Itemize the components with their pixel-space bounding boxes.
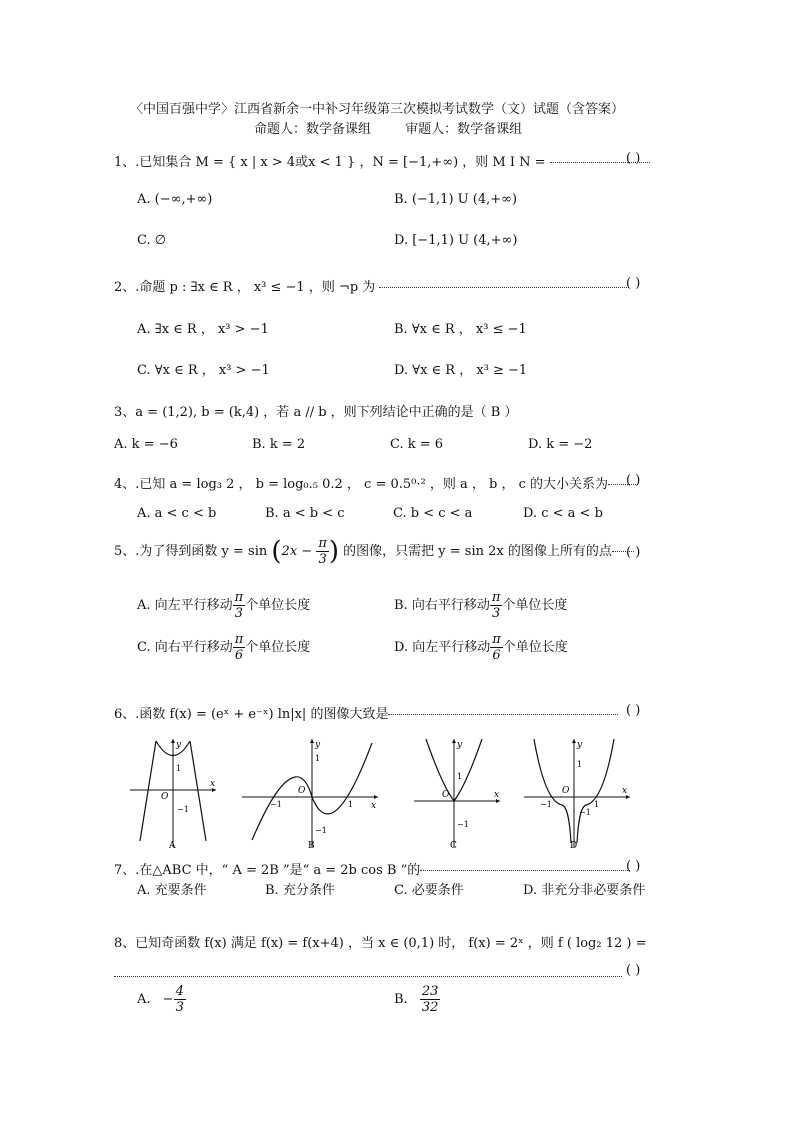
dotted-leader xyxy=(420,870,630,871)
svg-text:x: x xyxy=(494,790,500,800)
svg-text:1: 1 xyxy=(457,772,463,781)
svg-text:x: x xyxy=(210,779,216,789)
question-number: 5、 xyxy=(114,544,136,559)
fraction-pi-over-3: $\frac{\pi}{3}$ xyxy=(234,590,244,621)
svg-text:y: y xyxy=(577,740,583,750)
svg-text:O: O xyxy=(562,786,570,796)
dotted-leader xyxy=(379,287,629,288)
svg-text:−1: −1 xyxy=(540,800,552,809)
fraction-4-over-3: $\frac{4}{3}$ xyxy=(175,984,184,1015)
question-8 xyxy=(114,932,646,951)
question-number: 2、 xyxy=(114,280,136,295)
fraction-23-over-32: $\frac{23}{32}$ xyxy=(421,984,439,1015)
option-c: C. 向右平行移动 $\frac{\pi}{6}$ 个单位长度 xyxy=(137,632,311,663)
question-6 xyxy=(114,703,618,722)
svg-text:y: y xyxy=(315,740,321,750)
svg-text:1: 1 xyxy=(348,800,354,809)
question-stem-part1: .为了得到函数 y = sin xyxy=(135,544,268,559)
inner-expression: 2x − xyxy=(281,544,313,559)
option-a: A. 向左平行移动 $\frac{\pi}{3}$ 个单位长度 xyxy=(137,590,311,621)
option-d: D. [−1,1) U (4,+∞) xyxy=(394,233,518,248)
svg-text:1: 1 xyxy=(176,764,182,773)
question-4 xyxy=(114,473,641,492)
option-d: D. ∀x ∈ R ， x³ ≥ −1 xyxy=(394,363,528,378)
answer-paren: ( ) xyxy=(626,276,641,291)
option-b: B. $\frac{23}{32}$ xyxy=(394,984,439,1015)
svg-text:−1: −1 xyxy=(457,820,469,829)
option-a: A. − $\frac{4}{3}$ xyxy=(137,984,184,1015)
option-a: A. k = −6 xyxy=(114,437,178,452)
option-d: D. 向左平行移动 $\frac{\pi}{6}$ 个单位长度 xyxy=(394,632,568,663)
option-b: B. 向右平行移动 $\frac{\pi}{3}$ 个单位长度 xyxy=(394,590,568,621)
svg-text:O: O xyxy=(298,786,306,796)
question-2 xyxy=(114,276,629,295)
question-number: 6、 xyxy=(114,707,136,722)
dotted-leader xyxy=(388,714,618,715)
svg-text:1: 1 xyxy=(594,800,600,809)
answer-paren: ( ) xyxy=(626,473,641,488)
option-a: A. (−∞,+∞) xyxy=(137,192,213,207)
svg-text:y: y xyxy=(457,740,463,750)
svg-text:y: y xyxy=(176,740,182,750)
fraction-pi-over-6: $\frac{\pi}{6}$ xyxy=(492,632,501,663)
option-b: B. a < b < c xyxy=(265,506,345,521)
graph-a xyxy=(128,735,218,850)
svg-text:−1: −1 xyxy=(315,826,327,835)
option-c: C. ∅ xyxy=(137,233,167,248)
question-3 xyxy=(114,401,518,420)
option-c: C. 必要条件 xyxy=(394,883,464,898)
option-c: C. b < c < a xyxy=(393,506,473,521)
option-a: A. 充要条件 xyxy=(137,883,207,898)
svg-text:C: C xyxy=(450,841,457,850)
option-a: A. ∃x ∈ R ， x³ > −1 xyxy=(137,322,269,337)
option-a: A. a < c < b xyxy=(137,506,217,521)
svg-text:A: A xyxy=(169,841,176,850)
option-b: B. k = 2 xyxy=(252,437,306,452)
question-number: 8、 xyxy=(114,936,136,951)
option-b: B. 充分条件 xyxy=(265,883,335,898)
question-number: 7、 xyxy=(114,863,136,878)
answer-paren: ( ) xyxy=(626,703,641,718)
option-b: B. ∀x ∈ R ， x³ ≤ −1 xyxy=(394,322,527,337)
question-stem: .函数 f(x) = (eˣ + e⁻ˣ) ln|x| 的图像大致是 xyxy=(135,707,389,722)
question-number: 4、 xyxy=(114,477,136,492)
option-d: D. c < a < b xyxy=(523,506,603,521)
page-title: 〈中国百强中学〉江西省新余一中补习年级第三次模拟考试数学（文）试题（含答案） xyxy=(130,102,625,117)
svg-text:x: x xyxy=(622,786,628,796)
fraction-pi-over-3: $\frac{\pi}{3}$ xyxy=(318,536,327,567)
question-stem: a = (1,2), b = (k,4) ，若 a // b ，则下列结论中正确的是（ B ） xyxy=(135,405,518,420)
option-c: C. k = 6 xyxy=(390,437,444,452)
svg-text:−1: −1 xyxy=(177,805,189,814)
reviewer: 审题人：数学备课组 xyxy=(405,122,523,137)
option-c: C. ∀x ∈ R ， x³ > −1 xyxy=(137,363,270,378)
graph-d xyxy=(522,735,632,850)
question-number: 3、 xyxy=(114,405,136,420)
answer-paren: ( ) xyxy=(626,151,641,166)
author-line xyxy=(254,118,552,137)
question-stem: .命题 p : ∃x ∈ R ， x³ ≤ −1 ，则 ¬p 为 xyxy=(135,280,380,295)
svg-text:B: B xyxy=(308,841,315,850)
svg-text:O: O xyxy=(442,790,450,800)
question-stem: .在△ABC 中，“ A = 2B ”是“ a = 2b cos B ”的 xyxy=(135,863,421,878)
svg-text:D: D xyxy=(570,841,578,850)
question-number: 1、 xyxy=(114,155,136,170)
svg-text:x: x xyxy=(371,801,377,811)
dotted-leader-line xyxy=(114,969,624,984)
question-stem: .已知集合 M = { x | x > 4或x < 1 } ，N = [−1,+∞) ，则 M I N = xyxy=(135,155,550,170)
answer-paren: ( ) xyxy=(626,963,641,978)
graph-c xyxy=(412,735,502,850)
fraction-pi-over-6: $\frac{\pi}{6}$ xyxy=(234,632,244,663)
graph-b xyxy=(240,735,380,850)
svg-text:1: 1 xyxy=(577,760,583,769)
svg-text:−1: −1 xyxy=(270,800,282,809)
fraction-pi-over-3: $\frac{\pi}{3}$ xyxy=(491,590,501,621)
answer-paren: ( ) xyxy=(626,859,641,874)
svg-text:1: 1 xyxy=(315,754,321,763)
svg-text:−1: −1 xyxy=(579,808,591,817)
question-stem: 已知奇函数 f(x) 满足 f(x) = f(x+4) ，当 x ∈ (0,1) 时， f(x) = 2ˣ ，则 f ( log₂ 12 ) = xyxy=(135,936,647,951)
question-5: 5、.为了得到函数 y = sin (2x − $\frac{\pi}{3}$ ) 的图像，只需把 y = sin 2x 的图像上所有的点 xyxy=(114,536,634,567)
question-stem: .已知 a = log₃ 2 ， b = log₀.₅ 0.2 ， c = 0.5⁰·² ，则 a ， b ， c 的大小关系为 xyxy=(135,477,608,492)
answer-paren: ( ) xyxy=(626,545,641,560)
question-1 xyxy=(114,151,650,170)
author: 命题人：数学备课组 xyxy=(254,122,372,137)
question-stem-part2: 的图像，只需把 y = sin 2x 的图像上所有的点 xyxy=(343,544,612,559)
option-b: B. (−1,1) U (4,+∞) xyxy=(394,192,518,207)
option-d: D. 非充分非必要条件 xyxy=(523,883,646,898)
svg-text:O: O xyxy=(161,792,169,802)
option-d: D. k = −2 xyxy=(528,437,593,452)
question-7 xyxy=(114,859,630,878)
